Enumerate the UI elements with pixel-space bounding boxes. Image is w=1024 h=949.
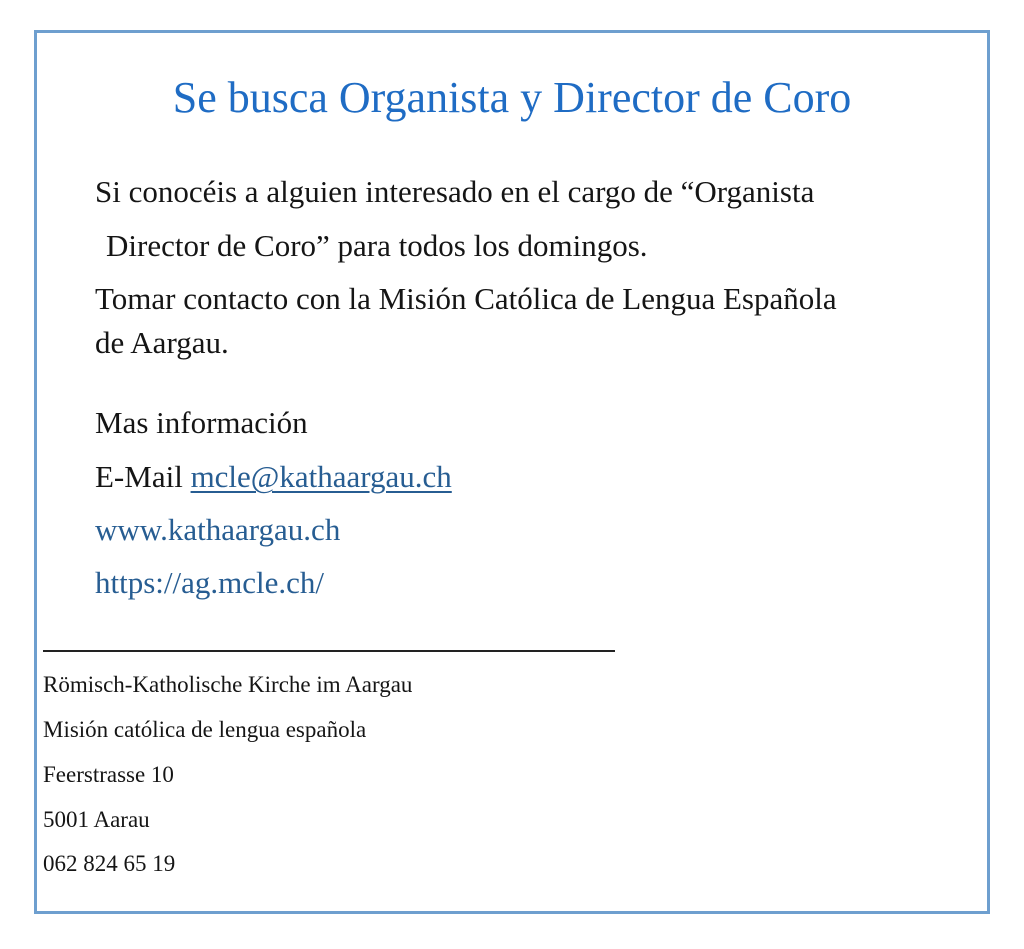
footer-divider — [43, 650, 615, 652]
intro-line-2: Director de Coro” para todos los domingos. — [106, 228, 648, 263]
footer-mission: Misión católica de lengua española — [43, 717, 367, 742]
footer-street: Feerstrasse 10 — [43, 762, 174, 787]
email-link[interactable]: mcle@kathaargau.ch — [190, 459, 452, 494]
website-link-mcle[interactable]: https://ag.mcle.ch/ — [95, 565, 325, 600]
intro-line-4: de Aargau. — [95, 325, 229, 360]
website-link-kathaargau[interactable]: www.kathaargau.ch — [95, 512, 341, 547]
footer-city: 5001 Aarau — [43, 807, 150, 832]
email-row — [95, 457, 452, 497]
footer-organization: Römisch-Katholische Kirche im Aargau — [43, 672, 413, 697]
info-heading: Mas información — [95, 405, 308, 440]
email-label: E-Mail — [95, 459, 183, 494]
page-title: Se busca Organista y Director de Coro — [172, 73, 852, 122]
footer-phone: 062 824 65 19 — [43, 851, 176, 876]
intro-line-1: Si conocéis a alguien interesado en el cargo de “Organista — [95, 174, 815, 209]
intro-line-3: Tomar contacto con la Misión Católica de Lengua Española — [95, 281, 837, 316]
